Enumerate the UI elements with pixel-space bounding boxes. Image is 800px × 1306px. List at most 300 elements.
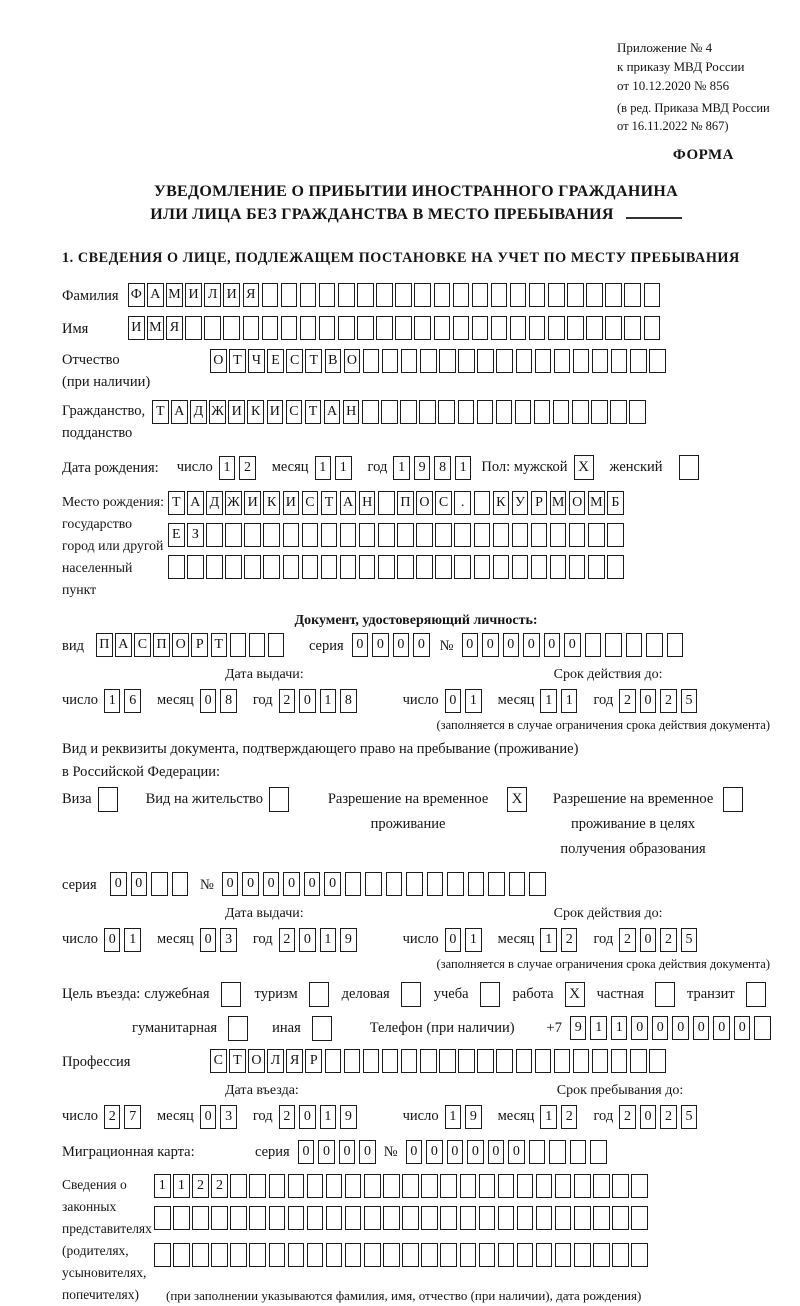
char-cell[interactable] xyxy=(488,872,505,896)
char-cell[interactable] xyxy=(498,1206,515,1230)
char-cell[interactable] xyxy=(338,316,355,340)
char-cell[interactable]: С xyxy=(286,400,303,424)
char-cell[interactable] xyxy=(529,872,546,896)
char-cell[interactable] xyxy=(187,555,204,579)
char-cell[interactable]: 2 xyxy=(561,1105,578,1129)
char-cell[interactable] xyxy=(319,283,336,307)
char-cell[interactable] xyxy=(573,349,590,373)
char-cell[interactable] xyxy=(420,1049,437,1073)
char-cell[interactable] xyxy=(421,1243,438,1267)
char-cell[interactable]: Т xyxy=(229,349,246,373)
char-cell[interactable] xyxy=(496,349,513,373)
char-cell[interactable] xyxy=(491,283,508,307)
char-cell[interactable]: 9 xyxy=(340,1105,357,1129)
char-cell[interactable]: Д xyxy=(190,400,207,424)
char-cell[interactable]: 0 xyxy=(445,928,462,952)
char-cell[interactable] xyxy=(395,283,412,307)
char-cell[interactable]: 0 xyxy=(640,1105,657,1129)
char-cell[interactable]: 1 xyxy=(445,1105,462,1129)
char-cell[interactable]: 0 xyxy=(393,633,410,657)
char-cell[interactable]: Е xyxy=(168,523,185,547)
char-cell[interactable] xyxy=(607,555,624,579)
char-cell[interactable] xyxy=(553,400,570,424)
phone-input[interactable] xyxy=(570,1016,775,1040)
char-cell[interactable] xyxy=(516,349,533,373)
char-cell[interactable] xyxy=(302,555,319,579)
char-cell[interactable]: П xyxy=(153,633,170,657)
char-cell[interactable]: И xyxy=(185,283,202,307)
char-cell[interactable]: 1 xyxy=(124,928,141,952)
char-cell[interactable] xyxy=(630,349,647,373)
char-cell[interactable]: 0 xyxy=(672,1016,689,1040)
identity-issue-year[interactable] xyxy=(279,689,361,713)
char-cell[interactable]: 5 xyxy=(681,928,698,952)
char-cell[interactable]: Я xyxy=(166,316,183,340)
char-cell[interactable]: 2 xyxy=(660,1105,677,1129)
char-cell[interactable]: Т xyxy=(229,1049,246,1073)
char-cell[interactable] xyxy=(325,1049,342,1073)
char-cell[interactable]: 1 xyxy=(465,928,482,952)
char-cell[interactable] xyxy=(454,523,471,547)
humanitarian-checkbox[interactable] xyxy=(228,1016,248,1041)
char-cell[interactable]: 0 xyxy=(445,689,462,713)
char-cell[interactable] xyxy=(416,555,433,579)
char-cell[interactable]: Р xyxy=(305,1049,322,1073)
char-cell[interactable] xyxy=(491,316,508,340)
char-cell[interactable]: 0 xyxy=(631,1016,648,1040)
patronymic-input[interactable] xyxy=(210,349,668,373)
char-cell[interactable] xyxy=(585,633,602,657)
char-cell[interactable]: А xyxy=(171,400,188,424)
char-cell[interactable] xyxy=(667,633,684,657)
char-cell[interactable]: 1 xyxy=(540,928,557,952)
char-cell[interactable]: 0 xyxy=(713,1016,730,1040)
char-cell[interactable] xyxy=(434,316,451,340)
entry-month[interactable] xyxy=(200,1105,241,1129)
residence-expiry-month[interactable] xyxy=(540,928,581,952)
char-cell[interactable] xyxy=(154,1206,171,1230)
char-cell[interactable] xyxy=(479,1174,496,1198)
char-cell[interactable] xyxy=(268,633,285,657)
char-cell[interactable] xyxy=(321,555,338,579)
char-cell[interactable] xyxy=(249,1243,266,1267)
char-cell[interactable] xyxy=(288,1243,305,1267)
char-cell[interactable]: М xyxy=(550,491,567,515)
char-cell[interactable] xyxy=(378,523,395,547)
char-cell[interactable] xyxy=(357,316,374,340)
char-cell[interactable]: 0 xyxy=(352,633,369,657)
char-cell[interactable] xyxy=(493,555,510,579)
birth-place-input-row1[interactable] xyxy=(168,491,626,515)
male-checkbox[interactable]: X xyxy=(574,455,594,480)
char-cell[interactable]: 3 xyxy=(220,1105,237,1129)
char-cell[interactable] xyxy=(340,523,357,547)
char-cell[interactable]: И xyxy=(228,400,245,424)
char-cell[interactable] xyxy=(420,349,437,373)
char-cell[interactable]: 0 xyxy=(299,689,316,713)
char-cell[interactable] xyxy=(592,349,609,373)
char-cell[interactable] xyxy=(416,523,433,547)
char-cell[interactable]: 2 xyxy=(211,1174,228,1198)
char-cell[interactable]: 2 xyxy=(192,1174,209,1198)
char-cell[interactable]: П xyxy=(397,491,414,515)
char-cell[interactable] xyxy=(427,872,444,896)
char-cell[interactable] xyxy=(612,1243,629,1267)
char-cell[interactable]: П xyxy=(96,633,113,657)
char-cell[interactable]: 8 xyxy=(434,456,451,480)
char-cell[interactable] xyxy=(586,316,603,340)
char-cell[interactable] xyxy=(288,1174,305,1198)
char-cell[interactable]: 0 xyxy=(283,872,300,896)
char-cell[interactable]: О xyxy=(210,349,227,373)
char-cell[interactable]: А xyxy=(115,633,132,657)
doc-series-input[interactable] xyxy=(352,633,434,657)
char-cell[interactable] xyxy=(574,1243,591,1267)
char-cell[interactable] xyxy=(555,1243,572,1267)
char-cell[interactable]: Ф xyxy=(128,283,145,307)
char-cell[interactable] xyxy=(586,283,603,307)
char-cell[interactable] xyxy=(192,1243,209,1267)
char-cell[interactable] xyxy=(395,316,412,340)
char-cell[interactable] xyxy=(263,523,280,547)
char-cell[interactable] xyxy=(378,555,395,579)
char-cell[interactable]: С xyxy=(435,491,452,515)
char-cell[interactable]: 2 xyxy=(561,928,578,952)
char-cell[interactable] xyxy=(474,555,491,579)
char-cell[interactable]: 1 xyxy=(590,1016,607,1040)
char-cell[interactable]: 0 xyxy=(263,872,280,896)
char-cell[interactable]: 2 xyxy=(660,928,677,952)
char-cell[interactable] xyxy=(402,1174,419,1198)
char-cell[interactable] xyxy=(439,1049,456,1073)
char-cell[interactable] xyxy=(644,316,661,340)
char-cell[interactable] xyxy=(644,283,661,307)
char-cell[interactable] xyxy=(383,1174,400,1198)
char-cell[interactable] xyxy=(438,400,455,424)
char-cell[interactable]: 7 xyxy=(124,1105,141,1129)
char-cell[interactable]: 0 xyxy=(131,872,148,896)
char-cell[interactable] xyxy=(363,349,380,373)
char-cell[interactable]: 0 xyxy=(447,1140,464,1164)
char-cell[interactable] xyxy=(646,633,663,657)
char-cell[interactable]: Е xyxy=(267,349,284,373)
birth-year-input[interactable] xyxy=(393,456,475,480)
char-cell[interactable]: 0 xyxy=(200,689,217,713)
char-cell[interactable] xyxy=(612,1206,629,1230)
char-cell[interactable] xyxy=(605,633,622,657)
char-cell[interactable] xyxy=(567,316,584,340)
char-cell[interactable] xyxy=(531,555,548,579)
char-cell[interactable]: 2 xyxy=(279,1105,296,1129)
char-cell[interactable] xyxy=(244,523,261,547)
char-cell[interactable] xyxy=(477,1049,494,1073)
char-cell[interactable] xyxy=(574,1206,591,1230)
char-cell[interactable] xyxy=(624,316,641,340)
entry-year[interactable] xyxy=(279,1105,361,1129)
char-cell[interactable]: О xyxy=(248,1049,265,1073)
char-cell[interactable] xyxy=(401,349,418,373)
char-cell[interactable] xyxy=(363,1049,380,1073)
migration-card-series-input[interactable] xyxy=(298,1140,380,1164)
char-cell[interactable]: С xyxy=(302,491,319,515)
char-cell[interactable]: 0 xyxy=(110,872,127,896)
char-cell[interactable] xyxy=(754,1016,771,1040)
char-cell[interactable]: К xyxy=(247,400,264,424)
char-cell[interactable]: О xyxy=(172,633,189,657)
char-cell[interactable]: 1 xyxy=(611,1016,628,1040)
char-cell[interactable] xyxy=(570,1140,587,1164)
legal-reps-input-row2[interactable] xyxy=(154,1206,650,1230)
char-cell[interactable] xyxy=(630,1049,647,1073)
char-cell[interactable]: И xyxy=(244,491,261,515)
char-cell[interactable] xyxy=(517,1243,534,1267)
char-cell[interactable]: Я xyxy=(286,1049,303,1073)
char-cell[interactable]: 9 xyxy=(340,928,357,952)
char-cell[interactable]: 1 xyxy=(173,1174,190,1198)
char-cell[interactable]: 0 xyxy=(462,633,479,657)
official-checkbox[interactable] xyxy=(221,982,241,1007)
char-cell[interactable] xyxy=(569,523,586,547)
char-cell[interactable] xyxy=(567,283,584,307)
char-cell[interactable]: 0 xyxy=(359,1140,376,1164)
char-cell[interactable] xyxy=(397,555,414,579)
char-cell[interactable] xyxy=(510,316,527,340)
char-cell[interactable] xyxy=(357,283,374,307)
char-cell[interactable]: 1 xyxy=(335,456,352,480)
char-cell[interactable]: 1 xyxy=(104,689,121,713)
char-cell[interactable] xyxy=(307,1243,324,1267)
char-cell[interactable] xyxy=(168,555,185,579)
char-cell[interactable]: О xyxy=(569,491,586,515)
char-cell[interactable] xyxy=(458,1049,475,1073)
char-cell[interactable] xyxy=(386,872,403,896)
char-cell[interactable] xyxy=(649,349,666,373)
char-cell[interactable]: 1 xyxy=(540,1105,557,1129)
char-cell[interactable] xyxy=(554,1049,571,1073)
char-cell[interactable]: 5 xyxy=(681,689,698,713)
char-cell[interactable] xyxy=(364,1206,381,1230)
identity-expiry-year[interactable] xyxy=(619,689,701,713)
char-cell[interactable]: 0 xyxy=(564,633,581,657)
char-cell[interactable] xyxy=(517,1174,534,1198)
char-cell[interactable] xyxy=(512,555,529,579)
char-cell[interactable]: 2 xyxy=(619,1105,636,1129)
char-cell[interactable] xyxy=(460,1206,477,1230)
char-cell[interactable] xyxy=(535,1049,552,1073)
char-cell[interactable] xyxy=(550,555,567,579)
char-cell[interactable] xyxy=(605,283,622,307)
migration-card-number-input[interactable] xyxy=(406,1140,611,1164)
char-cell[interactable] xyxy=(472,283,489,307)
doc-kind-input[interactable] xyxy=(96,633,287,657)
char-cell[interactable] xyxy=(206,555,223,579)
char-cell[interactable]: 0 xyxy=(339,1140,356,1164)
char-cell[interactable]: Т xyxy=(321,491,338,515)
char-cell[interactable]: 0 xyxy=(200,1105,217,1129)
char-cell[interactable] xyxy=(477,349,494,373)
identity-issue-day[interactable] xyxy=(104,689,145,713)
char-cell[interactable] xyxy=(300,316,317,340)
char-cell[interactable] xyxy=(474,523,491,547)
char-cell[interactable]: 2 xyxy=(619,928,636,952)
char-cell[interactable]: 1 xyxy=(219,456,236,480)
char-cell[interactable]: Т xyxy=(211,633,228,657)
char-cell[interactable]: 1 xyxy=(320,928,337,952)
char-cell[interactable]: 0 xyxy=(222,872,239,896)
char-cell[interactable] xyxy=(230,1243,247,1267)
char-cell[interactable] xyxy=(345,872,362,896)
char-cell[interactable] xyxy=(243,316,260,340)
char-cell[interactable] xyxy=(498,1243,515,1267)
char-cell[interactable]: О xyxy=(344,349,361,373)
char-cell[interactable] xyxy=(593,1206,610,1230)
char-cell[interactable] xyxy=(548,316,565,340)
char-cell[interactable]: 5 xyxy=(681,1105,698,1129)
char-cell[interactable] xyxy=(447,872,464,896)
char-cell[interactable] xyxy=(345,1243,362,1267)
birth-place-input-row2[interactable] xyxy=(168,523,626,547)
char-cell[interactable]: 0 xyxy=(104,928,121,952)
char-cell[interactable] xyxy=(249,1206,266,1230)
char-cell[interactable] xyxy=(498,1174,515,1198)
char-cell[interactable]: 0 xyxy=(482,633,499,657)
char-cell[interactable] xyxy=(344,1049,361,1073)
char-cell[interactable] xyxy=(281,283,298,307)
char-cell[interactable] xyxy=(319,316,336,340)
residence-series-input[interactable] xyxy=(110,872,192,896)
char-cell[interactable] xyxy=(479,1243,496,1267)
char-cell[interactable] xyxy=(440,1174,457,1198)
char-cell[interactable] xyxy=(402,1243,419,1267)
char-cell[interactable]: Ж xyxy=(225,491,242,515)
char-cell[interactable] xyxy=(529,1140,546,1164)
char-cell[interactable] xyxy=(573,1049,590,1073)
char-cell[interactable]: С xyxy=(210,1049,227,1073)
char-cell[interactable] xyxy=(592,1049,609,1073)
char-cell[interactable] xyxy=(460,1243,477,1267)
char-cell[interactable] xyxy=(529,283,546,307)
char-cell[interactable] xyxy=(590,1140,607,1164)
char-cell[interactable]: И xyxy=(128,316,145,340)
char-cell[interactable] xyxy=(192,1206,209,1230)
business-checkbox[interactable] xyxy=(401,982,421,1007)
identity-issue-month[interactable] xyxy=(200,689,241,713)
char-cell[interactable] xyxy=(460,1174,477,1198)
char-cell[interactable]: А xyxy=(187,491,204,515)
char-cell[interactable]: 3 xyxy=(220,928,237,952)
char-cell[interactable]: У xyxy=(512,491,529,515)
char-cell[interactable] xyxy=(249,633,266,657)
char-cell[interactable] xyxy=(414,283,431,307)
char-cell[interactable] xyxy=(249,1174,266,1198)
identity-expiry-day[interactable] xyxy=(445,689,486,713)
char-cell[interactable]: 0 xyxy=(406,1140,423,1164)
char-cell[interactable] xyxy=(230,1174,247,1198)
char-cell[interactable] xyxy=(419,400,436,424)
char-cell[interactable]: 6 xyxy=(124,689,141,713)
char-cell[interactable]: 1 xyxy=(540,689,557,713)
char-cell[interactable] xyxy=(569,555,586,579)
profession-input[interactable] xyxy=(210,1049,668,1073)
char-cell[interactable]: А xyxy=(340,491,357,515)
name-input[interactable] xyxy=(128,316,663,340)
temporary-residence-checkbox[interactable]: X xyxy=(507,787,527,812)
char-cell[interactable] xyxy=(440,1243,457,1267)
char-cell[interactable] xyxy=(629,400,646,424)
char-cell[interactable] xyxy=(225,523,242,547)
char-cell[interactable] xyxy=(338,283,355,307)
char-cell[interactable]: 9 xyxy=(465,1105,482,1129)
char-cell[interactable]: 0 xyxy=(544,633,561,657)
char-cell[interactable]: 1 xyxy=(315,456,332,480)
char-cell[interactable] xyxy=(453,316,470,340)
char-cell[interactable] xyxy=(302,523,319,547)
char-cell[interactable]: 1 xyxy=(561,689,578,713)
char-cell[interactable] xyxy=(468,872,485,896)
char-cell[interactable]: Т xyxy=(168,491,185,515)
char-cell[interactable] xyxy=(612,1174,629,1198)
char-cell[interactable]: 0 xyxy=(503,633,520,657)
char-cell[interactable]: К xyxy=(263,491,280,515)
char-cell[interactable] xyxy=(326,1206,343,1230)
char-cell[interactable]: 9 xyxy=(570,1016,587,1040)
tourism-checkbox[interactable] xyxy=(309,982,329,1007)
char-cell[interactable]: 0 xyxy=(467,1140,484,1164)
char-cell[interactable] xyxy=(262,316,279,340)
char-cell[interactable]: 1 xyxy=(320,1105,337,1129)
char-cell[interactable]: 0 xyxy=(299,1105,316,1129)
surname-input[interactable] xyxy=(128,283,663,307)
birth-month-input[interactable] xyxy=(315,456,356,480)
other-checkbox[interactable] xyxy=(312,1016,332,1041)
char-cell[interactable] xyxy=(283,555,300,579)
char-cell[interactable] xyxy=(493,523,510,547)
char-cell[interactable]: 2 xyxy=(279,689,296,713)
char-cell[interactable] xyxy=(631,1174,648,1198)
char-cell[interactable]: 8 xyxy=(220,689,237,713)
char-cell[interactable] xyxy=(435,555,452,579)
char-cell[interactable] xyxy=(383,1206,400,1230)
char-cell[interactable] xyxy=(458,400,475,424)
char-cell[interactable] xyxy=(382,349,399,373)
char-cell[interactable] xyxy=(631,1243,648,1267)
char-cell[interactable] xyxy=(536,1243,553,1267)
stay-until-month[interactable] xyxy=(540,1105,581,1129)
char-cell[interactable]: Т xyxy=(152,400,169,424)
char-cell[interactable] xyxy=(574,1174,591,1198)
char-cell[interactable] xyxy=(549,1140,566,1164)
char-cell[interactable]: Д xyxy=(206,491,223,515)
char-cell[interactable] xyxy=(281,316,298,340)
char-cell[interactable] xyxy=(173,1243,190,1267)
char-cell[interactable]: 0 xyxy=(299,928,316,952)
char-cell[interactable] xyxy=(173,1206,190,1230)
char-cell[interactable]: И xyxy=(223,283,240,307)
char-cell[interactable] xyxy=(421,1174,438,1198)
char-cell[interactable] xyxy=(626,633,643,657)
char-cell[interactable] xyxy=(401,1049,418,1073)
char-cell[interactable] xyxy=(151,872,168,896)
char-cell[interactable] xyxy=(223,316,240,340)
char-cell[interactable]: . xyxy=(454,491,471,515)
residence-permit-checkbox[interactable] xyxy=(269,787,289,812)
char-cell[interactable] xyxy=(364,1174,381,1198)
char-cell[interactable] xyxy=(496,400,513,424)
work-checkbox[interactable]: X xyxy=(565,982,585,1007)
entry-day[interactable] xyxy=(104,1105,145,1129)
char-cell[interactable]: 0 xyxy=(324,872,341,896)
char-cell[interactable]: М xyxy=(166,283,183,307)
